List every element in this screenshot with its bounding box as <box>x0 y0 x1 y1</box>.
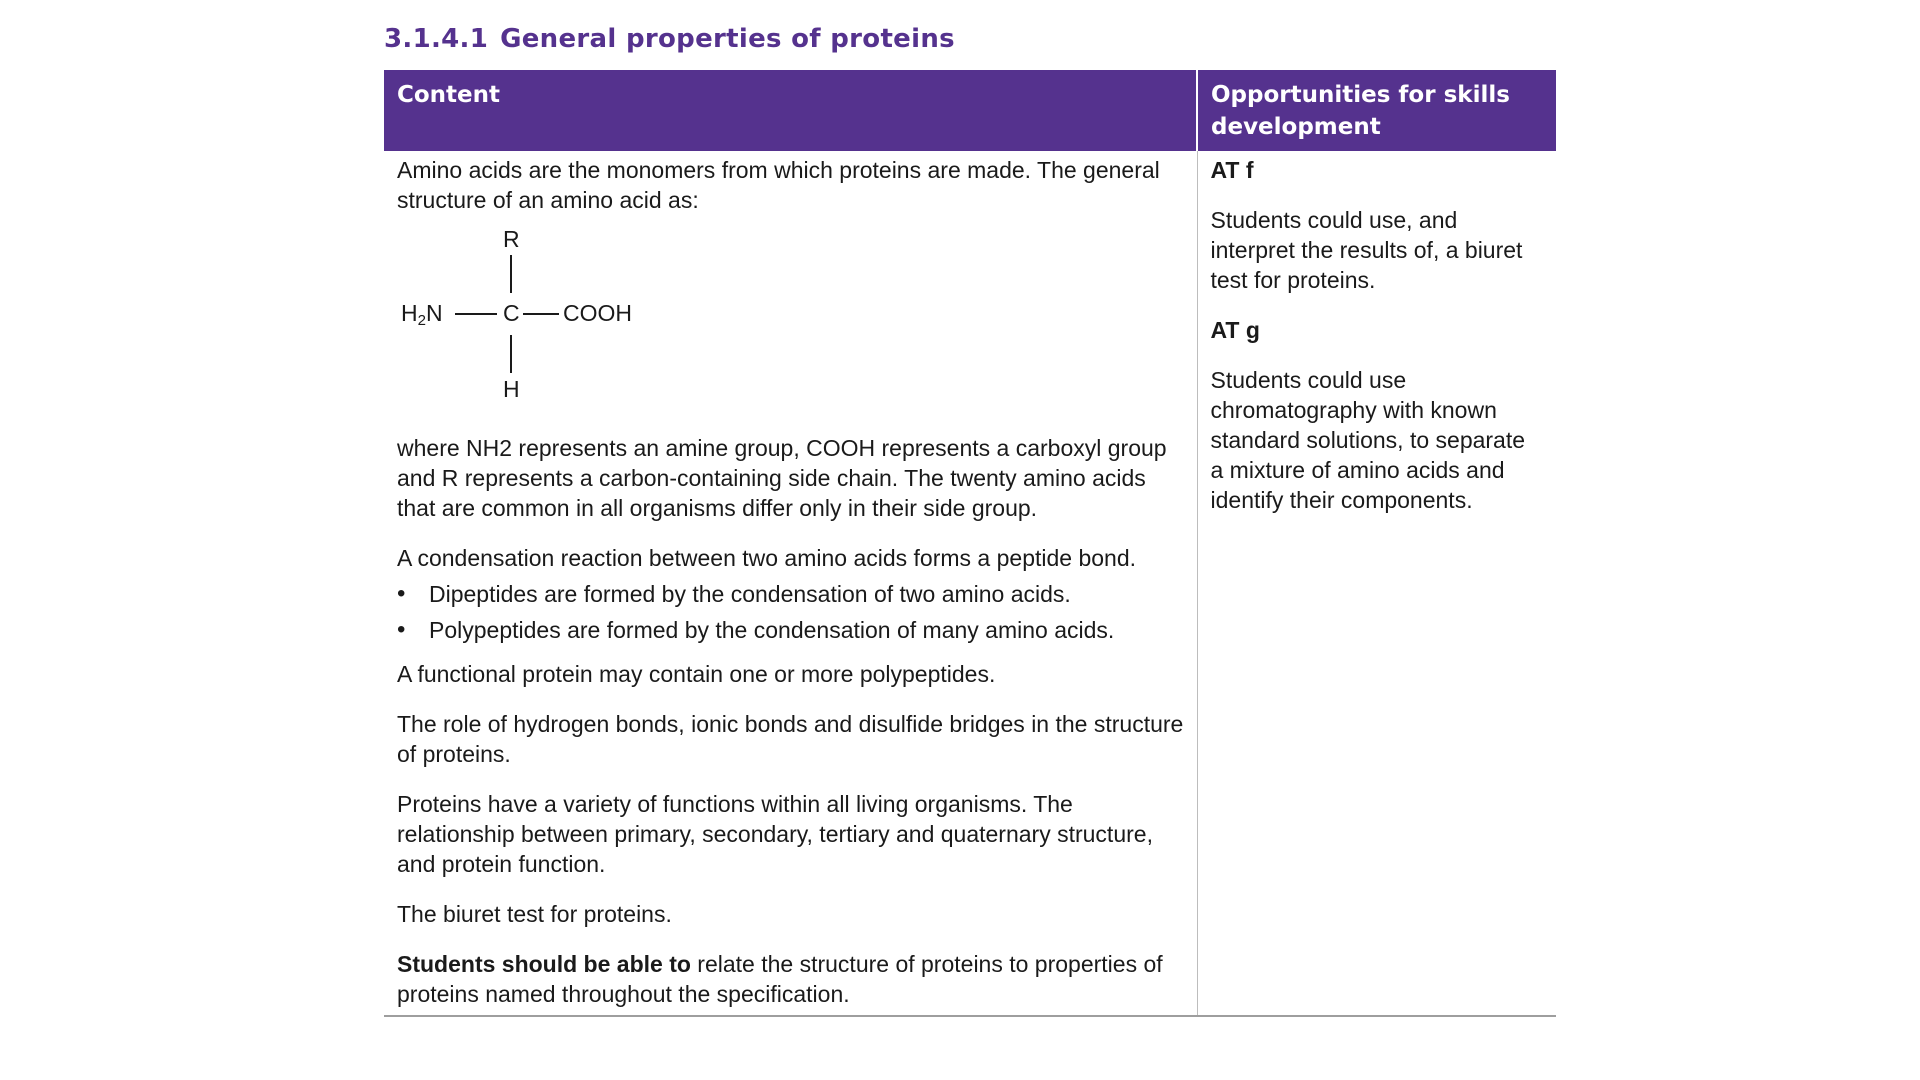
hydrogen-label: H <box>503 376 520 402</box>
functional-paragraph: A functional protein may contain one or more polypeptides. <box>397 661 996 687</box>
bond-bottom <box>510 335 512 373</box>
amine-group-label <box>401 299 443 327</box>
outcome-paragraph <box>397 949 1185 1009</box>
amino-acid-structure <box>397 215 797 433</box>
header-skills: Opportunities for skills development <box>1197 70 1556 151</box>
outcome-text: relate the structure of proteins to properties of proteins named throughout the specification. <box>397 951 1163 1007</box>
skill-text-at-g: Students could use chromatography with known standard solutions, to separate a mixture of amino acids and identify their components. <box>1210 367 1526 513</box>
condensation-paragraph: A condensation reaction between two amino acids forms a peptide bond. <box>397 545 1137 571</box>
header-content: Content <box>384 70 1197 151</box>
carboxyl-label: COOH <box>563 300 632 326</box>
biuret-paragraph: The biuret test for proteins. <box>397 901 672 927</box>
skills-cell <box>1197 151 1556 1016</box>
list-item: • Dipeptides are formed by the condensation of two amino acids. <box>397 579 1185 609</box>
explanation-paragraph: where NH2 represents an amine group, COOH represents a carboxyl group and R represents a carbon-containing side chain. The twenty amino acids that are common in all organisms differ only in their side group. <box>397 435 1167 521</box>
amine-n: N <box>425 300 443 326</box>
amine-h: H <box>401 300 418 326</box>
skill-text-at-f: Students could use, and interpret the results of, a biuret test for proteins. <box>1210 207 1523 293</box>
bond-left <box>455 313 497 315</box>
skill-label-at-g: AT g <box>1210 317 1260 343</box>
section-title: General properties of proteins <box>500 24 955 54</box>
bond-right <box>523 313 559 315</box>
bonds-paragraph: The role of hydrogen bonds, ionic bonds and disulfide bridges in the structure of proteins. <box>397 711 1184 767</box>
content-cell <box>384 151 1197 1016</box>
bond-top <box>510 255 512 293</box>
intro-paragraph: Amino acids are the monomers from which proteins are made. The general structure of an amino acid as: <box>397 157 1160 213</box>
carbon-label: C <box>503 300 520 326</box>
table-row <box>384 151 1556 1016</box>
r-group-label: R <box>503 226 520 252</box>
functions-paragraph: Proteins have a variety of functions within all living organisms. The relationship between primary, secondary, tertiary and quaternary structure, and protein function. <box>397 791 1153 877</box>
amine-subscript: 2 <box>417 312 426 329</box>
list-item: • Polypeptides are formed by the condensation of many amino acids. <box>397 615 1185 645</box>
peptide-list <box>397 579 1185 645</box>
spec-table <box>384 70 1556 1017</box>
outcome-strong: Students should be able to <box>397 951 691 977</box>
section-heading <box>384 24 955 54</box>
table-header-row <box>384 70 1556 151</box>
skill-label-at-f: AT f <box>1210 157 1254 183</box>
section-number: 3.1.4.1 <box>384 24 489 54</box>
